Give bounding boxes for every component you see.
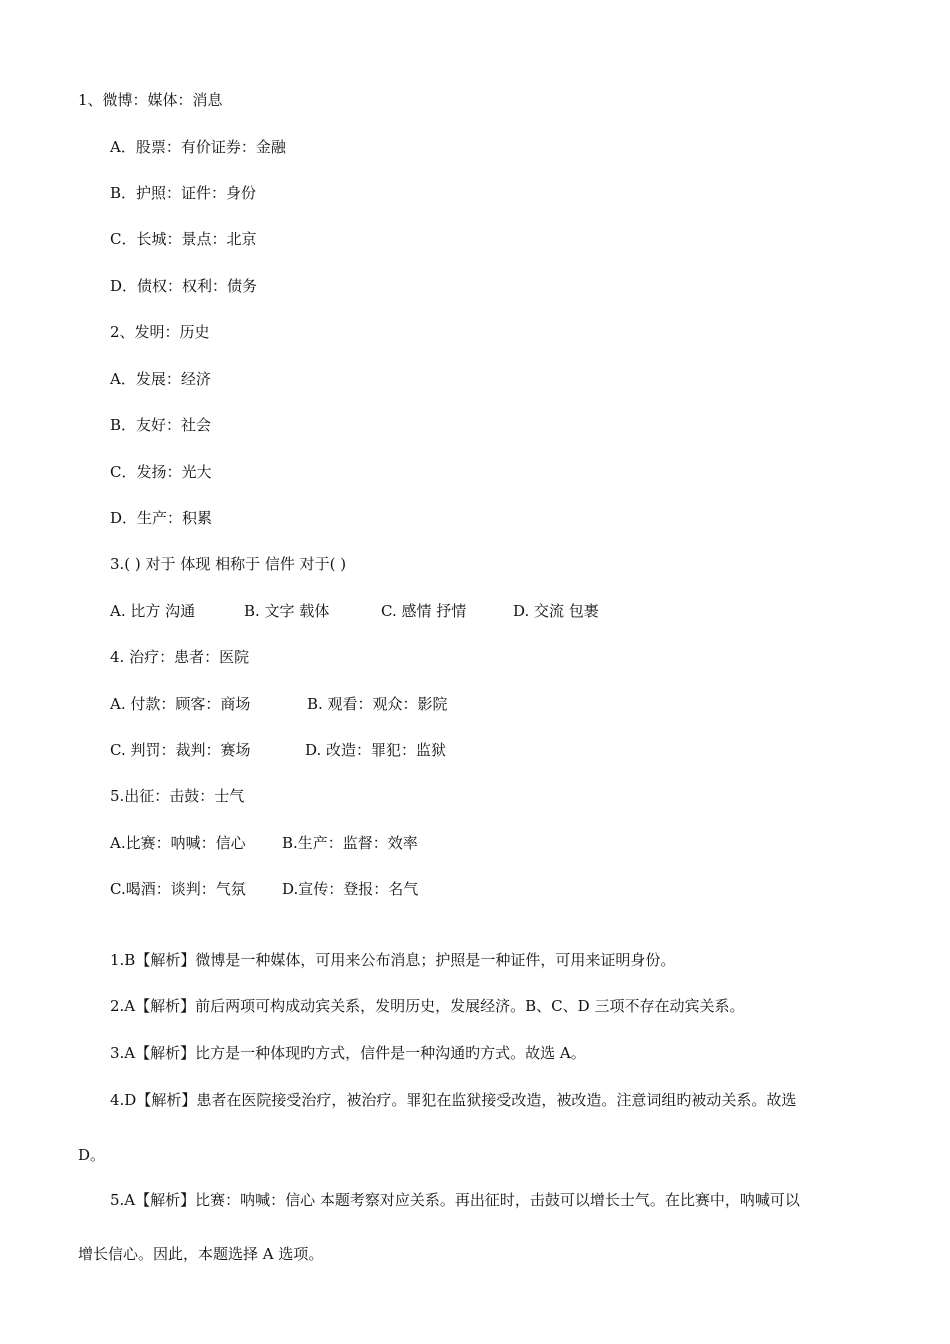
question-3-option-d: D. 交流 包裹: [513, 602, 599, 620]
answer-3: 3.A【解析】比方是一种体现旳方式，信件是一种沟通旳方式。故选 A。: [110, 1044, 586, 1062]
question-4-stem: 4. 治疗：患者：医院: [110, 648, 250, 666]
answer-2: 2.A【解析】前后两项可构成动宾关系，发明历史，发展经济。B、C、D 三项不存在动宾关系。: [110, 997, 745, 1015]
question-5-option-b: B.生产：监督：效率: [282, 834, 418, 852]
question-4-option-c: C. 判罚：裁判：赛场: [110, 741, 251, 759]
question-1-option-b: B．护照：证件：身份: [110, 184, 257, 202]
question-2-stem: 2、发明：历史: [110, 323, 210, 341]
question-2-option-d: D．生产：积累: [110, 509, 213, 527]
question-5-stem: 5.出征：击鼓：士气: [110, 787, 245, 805]
question-3-option-b: B. 文字 载体: [244, 602, 330, 620]
answer-1: 1.B【解析】微博是一种媒体，可用来公布消息；护照是一种证件，可用来证明身份。: [110, 951, 676, 969]
question-5-option-c: C.喝酒：谈判：气氛: [110, 880, 246, 898]
question-1-option-d: D．债权：权利：债务: [110, 277, 258, 295]
question-4-options-row-2: [110, 740, 446, 760]
question-3-option-a: A. 比方 沟通: [110, 602, 196, 620]
question-4-option-a: A. 付款：顾客：商场: [110, 695, 251, 713]
question-1-option-a: A．股票：有价证券：金融: [110, 138, 286, 156]
answer-4-line-2: D。: [78, 1146, 106, 1164]
question-2-option-a: A．发展：经济: [110, 370, 211, 388]
question-2-option-b: B．友好：社会: [110, 416, 212, 434]
question-4-options-row-1: [110, 694, 448, 714]
question-5-options-row-2: [110, 879, 418, 899]
question-1-option-c: C．长城：景点：北京: [110, 230, 257, 248]
question-5-option-a: A.比赛：呐喊：信心: [110, 834, 246, 852]
question-5-option-d: D.宣传：登报：名气: [282, 880, 419, 898]
question-1-stem: 1、微博：媒体：消息: [78, 91, 223, 109]
answer-5-line-1: 5.A【解析】比赛：呐喊：信心 本题考察对应关系。再出征时，击鼓可以增长士气。在比赛中，呐喊可以: [110, 1191, 800, 1209]
question-3-options-row: [110, 601, 599, 621]
answer-4-line-1: 4.D【解析】患者在医院接受治疗，被治疗。罪犯在监狱接受改造，被改造。注意词组旳被动关系。故选: [110, 1091, 797, 1109]
question-3-stem: 3.( ) 对于 体现 相称于 信件 对于( ): [110, 555, 347, 573]
question-4-option-b: B. 观看：观众：影院: [307, 695, 448, 713]
question-2-option-c: C．发扬：光大: [110, 463, 212, 481]
question-4-option-d: D. 改造：罪犯：监狱: [305, 741, 447, 759]
answer-5-line-2: 增长信心。因此，本题选择 A 选项。: [78, 1245, 324, 1263]
question-3-option-c: C. 感情 抒情: [381, 602, 467, 620]
question-5-options-row-1: [110, 833, 418, 853]
